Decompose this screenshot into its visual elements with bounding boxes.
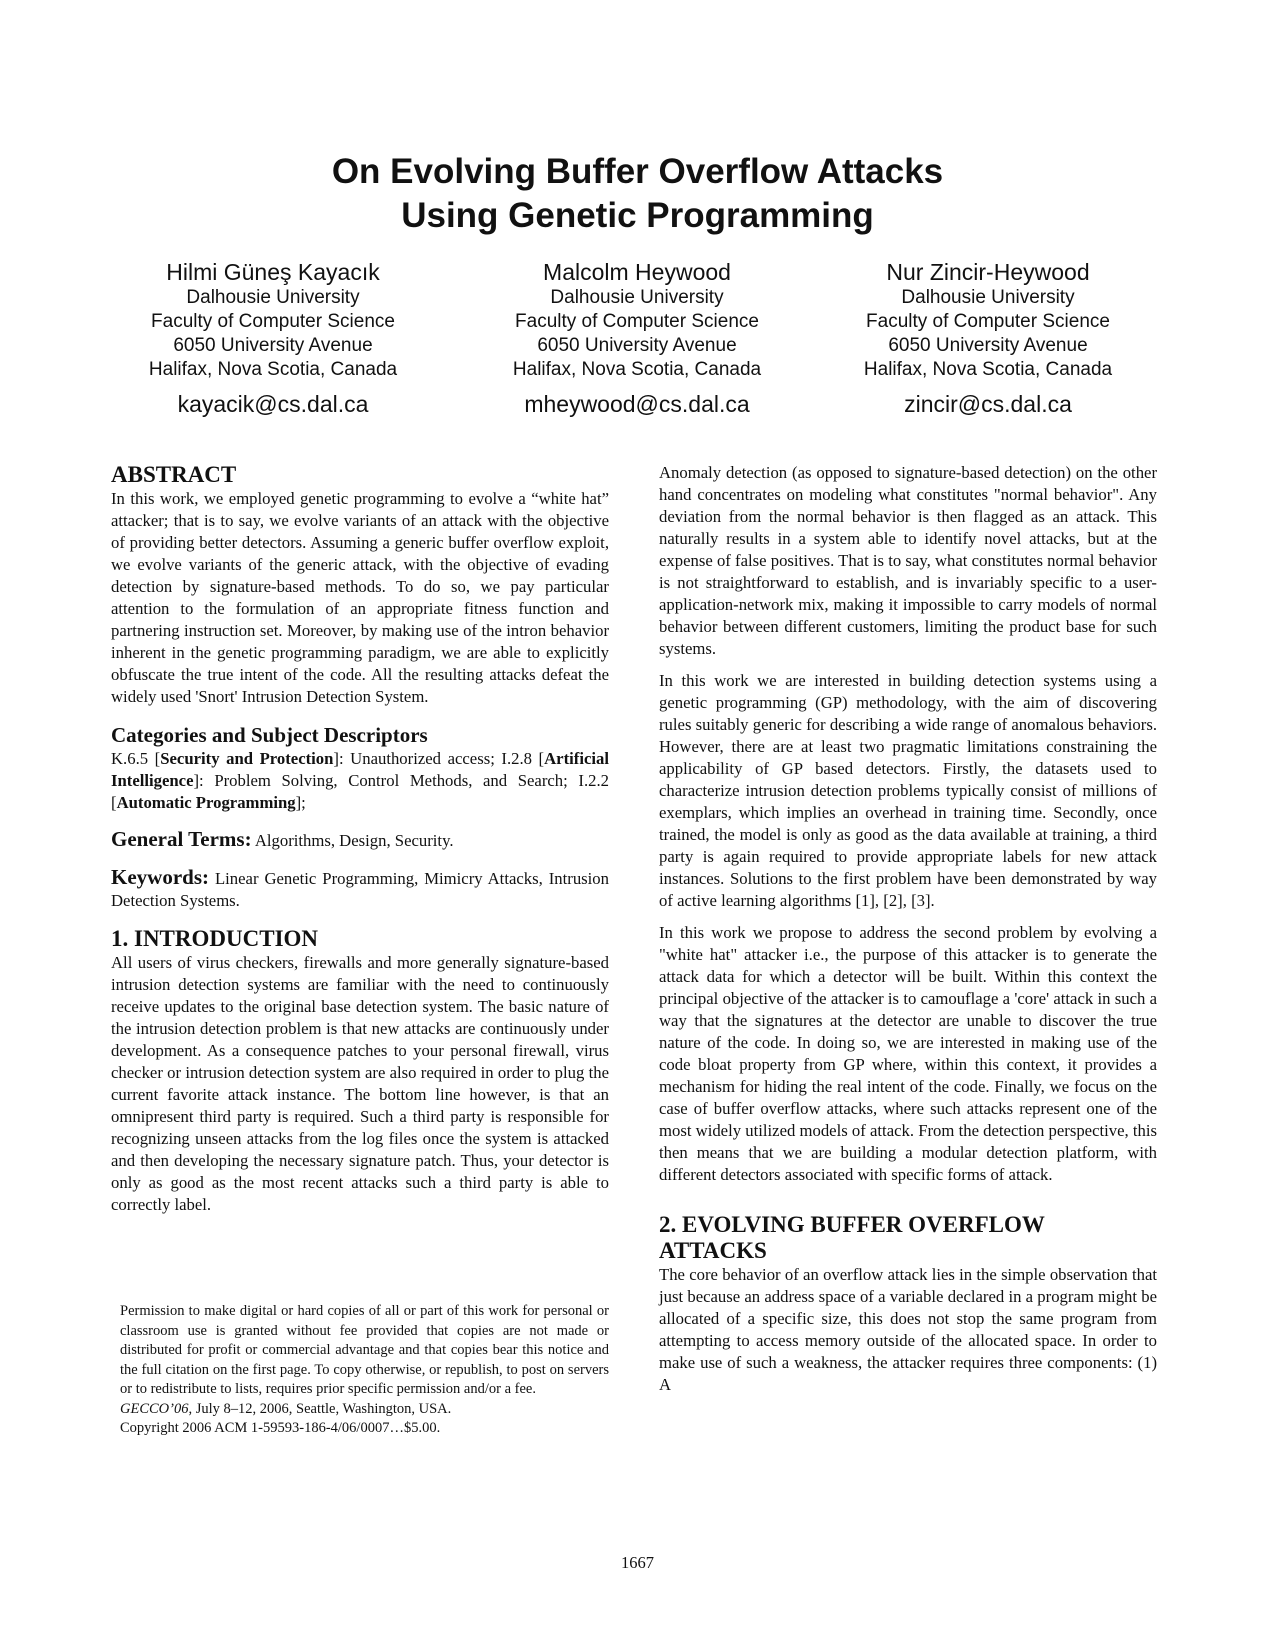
- title-line-2: Using Genetic Programming: [401, 196, 874, 235]
- category-security: Security and Protection: [160, 749, 334, 768]
- author-address-street: 6050 University Avenue: [537, 335, 737, 356]
- author-department: Faculty of Computer Science: [151, 311, 395, 332]
- general-terms: [111, 828, 609, 852]
- copyright-text: Copyright 2006 ACM 1-59593-186-4/06/0007…$5.00.: [120, 1420, 441, 1436]
- left-column: [111, 462, 609, 1216]
- general-terms-heading: General Terms:: [111, 827, 252, 851]
- keywords-text: Linear Genetic Programming, Mimicry Attacks, Intrusion Detection Systems.: [111, 869, 609, 910]
- conference-venue: GECCO’06, July 8–12, 2006, Seattle, Washington, USA.: [120, 1400, 452, 1417]
- author-department: Faculty of Computer Science: [515, 311, 759, 332]
- author-address-city: Halifax, Nova Scotia, Canada: [148, 359, 398, 380]
- introduction-text: All users of virus checkers, firewalls and more generally signature-based intrusion detection systems are familiar with the need to continuously receive updates to the original base detection system. The basic nature of the intrusion detection problem is that new attacks are continuously under development. As a consequence patches to your personal firewall, virus checker or intrusion detection system are also required in order to plug the current favorite attack instance. The bottom line however, is that an omnipresent third party is required. Such a third party is responsible for recognizing unseen attacks from the log files once the system is attacked and then developing the necessary signature patch. Thus, your detector is only as good as the most recent attacks such a third party is able to correctly label.: [111, 953, 609, 1214]
- author-email: kayacik@cs.dal.ca: [177, 391, 369, 417]
- author-affiliation: Dalhousie University: [901, 287, 1075, 308]
- author-1: [93, 258, 453, 418]
- author-name: Hilmi Güneş Kayacık: [166, 259, 380, 285]
- section-2-heading: 2. EVOLVING BUFFER OVERFLOW ATTACKS: [659, 1212, 1045, 1263]
- general-terms-text: Algorithms, Design, Security.: [251, 831, 454, 850]
- keywords: [111, 866, 609, 912]
- permission-notice: [120, 1302, 609, 1439]
- author-department: Faculty of Computer Science: [866, 311, 1110, 332]
- introduction-heading: 1. INTRODUCTION: [111, 926, 319, 951]
- author-affiliation: Dalhousie University: [550, 287, 724, 308]
- author-2: [457, 258, 817, 418]
- author-address-street: 6050 University Avenue: [888, 335, 1088, 356]
- author-address-city: Halifax, Nova Scotia, Canada: [512, 359, 762, 380]
- paragraph-white-hat: In this work we propose to address the second problem by evolving a "white hat" attacker i.e., the purpose of this attacker is to generate the attack data for which a detector will be built. Within this context the principal objective of the attacker is to camouflage a 'core' attack in such a way that the signatures at the detector are unable to discover the true nature of the code. In doing so, we are interested in making use of the code bloat property from GP where, within this context, it provides a mechanism for hiding the real intent of the code. Finally, we focus on the case of buffer overflow attacks, where such attacks represent one of the most widely utilized models of attack. From the detection perspective, this then means that we are building a modular detection platform, with different detectors associated with specific forms of attack.: [659, 923, 1157, 1184]
- author-address-city: Halifax, Nova Scotia, Canada: [863, 359, 1113, 380]
- category-automatic-programming: Automatic Programming: [116, 793, 296, 812]
- keywords-heading: Keywords:: [111, 865, 209, 889]
- author-address-street: 6050 University Avenue: [173, 335, 373, 356]
- abstract-heading: ABSTRACT: [111, 462, 237, 487]
- permission-text: Permission to make digital or hard copies of all or part of this work for personal or classroom use is granted without fee provided that copies are not made or distributed for profit or commercial advantage and that copies bear this notice and the full citation on the first page. To copy otherwise, or republish, to post on servers or to redistribute to lists, requires prior specific permission and/or a fee.: [120, 1303, 609, 1397]
- right-column: [659, 462, 1157, 1396]
- section-2-text: The core behavior of an overflow attack lies in the simple observation that just because an address space of a variable declared in a program might be allocated of a specific size, this does not stop the same program from attempting to access memory outside of the allocated space. In order to make use of such a weakness, the attacker requires three components: (1) A: [659, 1265, 1157, 1394]
- author-3: [808, 258, 1168, 418]
- abstract-text: In this work, we employed genetic programming to evolve a “white hat” attacker; that is to say, we evolve variants of an attack with the objective of providing better detectors. Assuming a generic buffer overflow exploit, we evolve variants of the generic attack, with the objective of evading detection by signature-based methods. To do so, we pay particular attention to the formulation of an appropriate fitness function and partnering instruction set. Moreover, by making use of the intron behavior inherent in the genetic programming paradigm, we are able to explicitly obfuscate the true intent of the code. All the resulting attacks defeat the widely used 'Snort' Intrusion Detection System.: [111, 489, 609, 706]
- author-name: Nur Zincir-Heywood: [886, 259, 1090, 285]
- categories-text: K.6.5 [Security and Protection]: Unauthorized access; I.2.8 [Artificial Intelligence]: Problem Solving, Control Methods, and Search; I.2.2 [Automatic Programming];: [111, 749, 609, 812]
- author-name: Malcolm Heywood: [543, 259, 731, 285]
- paper-title: [0, 150, 1275, 238]
- author-email: mheywood@cs.dal.ca: [524, 391, 750, 417]
- author-email: zincir@cs.dal.ca: [904, 391, 1072, 417]
- categories-heading: Categories and Subject Descriptors: [111, 723, 428, 747]
- author-affiliation: Dalhousie University: [186, 287, 360, 308]
- paragraph-gp-detection: In this work we are interested in building detection systems using a genetic programming (GP) methodology, with the aim of discovering rules suitably generic for describing a wide range of anomalous behaviors. However, there are at least two pragmatic limitations constraining the applicability of GP based detectors. Firstly, the datasets used to characterize intrusion detection problems typically consist of millions of exemplars, which implies an overhead in training time. Secondly, once trained, the model is only as good as the data available at training, a third party is again required to provide appropriate labels for new attack instances. Solutions to the first problem have been demonstrated by way of active learning algorithms [1], [2], [3].: [659, 671, 1157, 910]
- page-number: 1667: [621, 1553, 654, 1572]
- title-line-1: On Evolving Buffer Overflow Attacks: [331, 152, 944, 191]
- category-ai: Artificial Intelligence: [111, 749, 609, 790]
- paragraph-anomaly-detection: Anomaly detection (as opposed to signature-based detection) on the other hand concentrates on modeling what constitutes "normal behavior". Any deviation from the normal behavior is then flagged as an attack. This naturally results in a system able to identify novel attacks, but at the expense of false positives. That is to say, what constitutes normal behavior is not straightforward to establish, and is invariably specific to a user-application-network mix, making it impossible to carry models of normal behavior between different customers, limiting the product base for such systems.: [659, 463, 1157, 658]
